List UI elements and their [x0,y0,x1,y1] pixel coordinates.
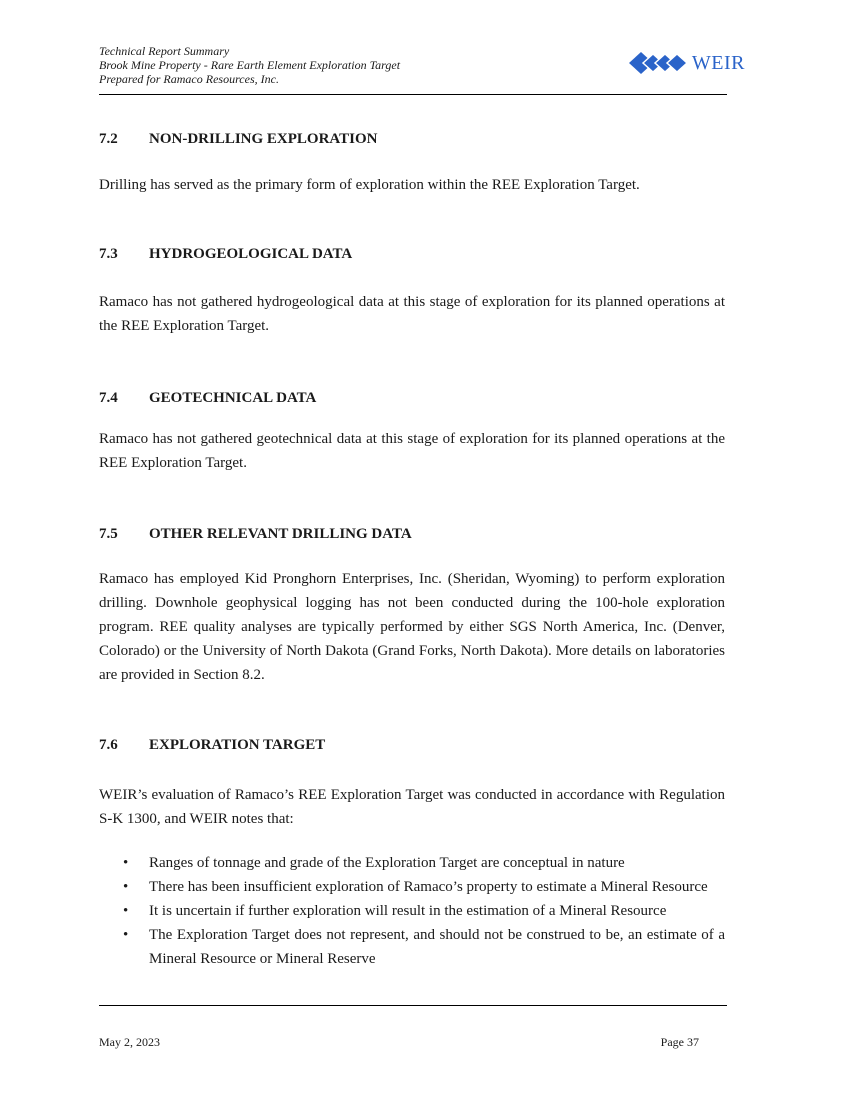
section-number: 7.3 [99,246,118,262]
section-heading-7-2 [99,131,378,148]
header-text [99,44,400,86]
section-paragraph: Ramaco has employed Kid Pronghorn Enterprises, Inc. (Sheridan, Wyoming) to perform exploration drilling. Downhole geophysical logging has not been conducted during the 100-hole exploration program. REE quality analyses are typically performed by either SGS North America, Inc. (Denver, Colorado) or the University of North Dakota (Grand Forks, North Dakota). More details on laboratories are provided in Section 8.2. [99,571,725,683]
list-item: • The Exploration Target does not represent, and should not be construed to be, an estimate of a Mineral Resource or Mineral Reserve [99,923,725,971]
logo-text: WEIR [691,51,745,74]
header-line-1: Technical Report Summary [99,44,230,58]
footer-divider [99,1005,727,1006]
bullet-list [99,851,725,971]
section-paragraph: Drilling has served as the primary form of exploration within the REE Exploration Target. [99,177,640,193]
section-title: EXPLORATION TARGET [149,737,326,753]
header-line-3: Prepared for Ramaco Resources, Inc. [99,72,279,86]
section-paragraph: Ramaco has not gathered hydrogeological data at this stage of exploration for its planned operations at the REE Exploration Target. [99,294,725,334]
section-title: HYDROGEOLOGICAL DATA [149,246,353,262]
section-number: 7.2 [99,131,118,147]
list-item: • There has been insufficient exploration of Ramaco’s property to estimate a Mineral Resource [99,875,725,899]
section-number: 7.6 [99,737,118,753]
section-paragraph: WEIR’s evaluation of Ramaco’s REE Exploration Target was conducted in accordance with Regulation S-K 1300, and WEIR notes that: [99,787,725,827]
header-line-2: Brook Mine Property - Rare Earth Element Exploration Target [99,58,401,72]
section-heading-7-3 [99,246,352,263]
section-title: OTHER RELEVANT DRILLING DATA [149,526,412,542]
section-heading-7-4 [99,390,316,407]
footer-page-number: Page 37 [660,1035,699,1049]
section-title: GEOTECHNICAL DATA [149,390,317,406]
section-number: 7.5 [99,526,118,542]
section-number: 7.4 [99,390,118,406]
footer-date: May 2, 2023 [99,1035,160,1049]
section-title: NON-DRILLING EXPLORATION [149,131,378,147]
section-heading-7-6 [99,737,325,754]
list-item: • It is uncertain if further exploration will result in the estimation of a Mineral Resource [99,899,725,923]
section-heading-7-5 [99,526,412,543]
weir-logo [628,50,745,76]
section-paragraph: Ramaco has not gathered geotechnical data at this stage of exploration for its planned operations at the REE Exploration Target. [99,431,725,471]
list-item: • Ranges of tonnage and grade of the Exploration Target are conceptual in nature [99,851,725,875]
weir-chevron-icon [628,50,690,76]
page-header [99,44,745,95]
